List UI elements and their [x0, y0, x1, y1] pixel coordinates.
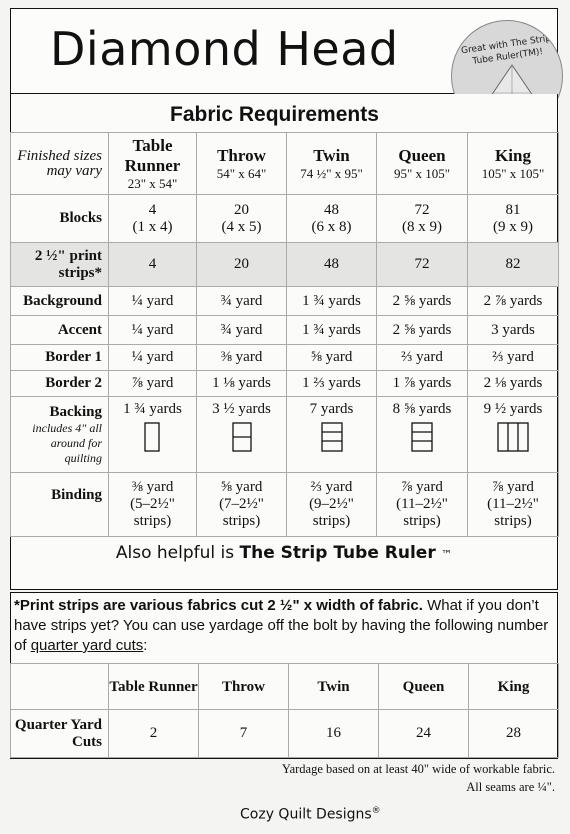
table-cell: [287, 397, 377, 473]
cell-sub: (11–2½": [487, 496, 539, 512]
col-name: Twin: [289, 664, 379, 710]
backing-panel-1-icon: [143, 422, 163, 452]
helpful-prefix: Also helpful is: [115, 543, 240, 563]
table-cell: 1 ⅛ yards: [197, 371, 287, 397]
note-bold: *Print strips are various fabrics cut 2 ½" x width of fabric.: [14, 597, 423, 614]
cell-sub: strips): [133, 513, 172, 529]
quarter-yard-cuts-table: [10, 663, 559, 758]
cell-value: 1 ¾ yards: [123, 401, 182, 417]
row-label: Background: [11, 287, 109, 316]
table-cell: [468, 195, 559, 243]
table-cell: ¾ yard: [197, 316, 287, 345]
table-cell: [109, 397, 197, 473]
cell-value: 3 ½ yards: [212, 401, 271, 417]
table-cell: ⅞ yard: [109, 371, 197, 397]
cell-value: 8 ⅝ yards: [392, 401, 452, 417]
table-row: [11, 371, 559, 397]
col-header: [197, 133, 287, 195]
table-cell: ¼ yard: [109, 287, 197, 316]
table-row: [11, 345, 559, 371]
row-label: Border 2: [11, 371, 109, 397]
cell-sub: (8 x 9): [402, 218, 442, 235]
brand-name: Cozy Quilt Designs: [240, 806, 372, 823]
table-cell: 3 yards: [468, 316, 559, 345]
cell-value: 4: [148, 201, 157, 218]
footnote: Yardage based on at least 40" wide of workable fabric.: [281, 762, 555, 776]
row-label: Quarter Yard Cuts: [11, 710, 109, 758]
table-row: [11, 473, 559, 537]
table-cell: ¼ yard: [109, 345, 197, 371]
col-header: [109, 133, 197, 195]
note-text-end: :: [143, 637, 148, 654]
table-cell: [468, 473, 559, 537]
row-label: Backing: [49, 403, 102, 420]
cell-value: ⅞ yard: [492, 479, 534, 495]
cell-value: ⅔ yard: [310, 479, 353, 495]
table-cell: 82: [468, 243, 559, 287]
cell-value: 9 ½ yards: [483, 401, 543, 417]
table-cell: 20: [197, 243, 287, 287]
table-row: [11, 710, 559, 758]
cell-sub: (1 x 4): [132, 218, 173, 235]
col-header: [468, 133, 559, 195]
empty-cell: [11, 664, 109, 710]
backing-note: includes 4" all around for quilting: [32, 420, 102, 465]
table-cell: ¾ yard: [197, 287, 287, 316]
helpful-line: [10, 543, 558, 563]
section-title: Fabric Requirements: [170, 103, 379, 126]
row-label-cell: [11, 397, 109, 473]
finished-sizes-note: Finished sizes may vary: [11, 133, 109, 195]
print-strips-note: [14, 596, 554, 656]
cell-value: 48: [324, 201, 339, 218]
trademark-mark: ™: [441, 548, 453, 561]
table-cell: 72: [377, 243, 468, 287]
col-name: Table Runner: [109, 664, 199, 710]
backing-panel-3h-icon: [409, 422, 435, 452]
registered-mark: ®: [371, 806, 381, 816]
col-size: 23" x 54": [127, 175, 178, 191]
table-cell: 7: [199, 710, 289, 758]
table-cell: ⅝ yard: [287, 345, 377, 371]
table-row: [11, 316, 559, 345]
table-cell: [377, 195, 468, 243]
cell-sub: (9 x 9): [493, 218, 533, 235]
table-cell: 2: [109, 710, 199, 758]
cell-value: ⅜ yard: [131, 479, 174, 495]
table-cell: [197, 473, 287, 537]
col-name: Throw: [217, 145, 266, 165]
cell-sub: (6 x 8): [311, 218, 352, 235]
cell-sub: strips): [312, 513, 351, 529]
table-cell: ⅔ yard: [377, 345, 468, 371]
table-cell: 2 ⅞ yards: [468, 287, 559, 316]
col-name: King: [495, 145, 531, 165]
col-size: 74 ½" x 95": [300, 165, 363, 181]
cell-value: ⅝ yard: [220, 479, 263, 495]
row-label: Blocks: [11, 195, 109, 243]
table-cell: [377, 473, 468, 537]
col-header: [377, 133, 468, 195]
cell-sub: strips): [222, 513, 261, 529]
backing-panel-3h-icon: [319, 422, 345, 452]
table-row: [11, 397, 559, 473]
row-label: Binding: [11, 473, 109, 537]
cell-sub: (7–2½": [219, 496, 264, 512]
cell-sub: (4 x 5): [221, 218, 262, 235]
col-name: Throw: [199, 664, 289, 710]
col-name: Queen: [379, 664, 469, 710]
cell-value: 72: [414, 201, 430, 218]
cell-value: 7 yards: [309, 401, 354, 417]
table-cell: ⅔ yard: [468, 345, 559, 371]
col-name: Queen: [398, 145, 446, 165]
table-cell: 2 ⅝ yards: [377, 287, 468, 316]
row-label: Border 1: [11, 345, 109, 371]
table-cell: 2 ⅛ yards: [468, 371, 559, 397]
table-cell: [197, 397, 287, 473]
helpful-product: The Strip Tube Ruler: [239, 543, 436, 563]
cell-value: ⅞ yard: [401, 479, 443, 495]
table-cell: [197, 195, 287, 243]
row-label: 2 ½" print strips*: [11, 243, 109, 287]
table-header-row: [11, 664, 559, 710]
col-size: 105" x 105": [481, 165, 545, 181]
footnotes: [200, 760, 555, 796]
table-cell: 1 ⅔ yards: [287, 371, 377, 397]
table-cell: 24: [379, 710, 469, 758]
table-cell: 16: [289, 710, 379, 758]
table-cell: 1 ¾ yards: [287, 316, 377, 345]
table-cell: 28: [469, 710, 559, 758]
table-cell: 2 ⅝ yards: [377, 316, 468, 345]
table-cell: ⅜ yard: [197, 345, 287, 371]
table-row: [11, 195, 559, 243]
cell-sub: (5–2½": [130, 496, 175, 512]
table-cell: [377, 397, 468, 473]
footnote: All seams are ¼".: [466, 780, 555, 794]
col-header: [287, 133, 377, 195]
table-cell: 48: [287, 243, 377, 287]
table-row: [11, 287, 559, 316]
note-underlined: quarter yard cuts: [30, 637, 144, 654]
note-text: What if you don’t have strips yet? You can use yardage off the bolt by having the following number of: [14, 597, 549, 654]
cell-sub: (9–2½": [309, 496, 354, 512]
col-size: 95" x 105": [393, 165, 451, 181]
backing-panel-2-icon: [230, 422, 254, 452]
row-label: Accent: [11, 316, 109, 345]
col-name: King: [469, 664, 559, 710]
col-name: Twin: [313, 145, 350, 165]
requirements-table: [10, 132, 559, 537]
cell-value: 81: [505, 201, 521, 218]
cell-sub: strips): [494, 513, 532, 529]
table-header-row: [11, 133, 559, 195]
table-cell: 1 ⅞ yards: [377, 371, 468, 397]
cell-value: 20: [234, 201, 249, 218]
table-cell: [109, 195, 197, 243]
table-cell: [287, 473, 377, 537]
table-cell: [109, 473, 197, 537]
table-cell: [287, 195, 377, 243]
col-name: Table Runner: [124, 135, 181, 175]
table-cell: 4: [109, 243, 197, 287]
table-cell: ¼ yard: [109, 316, 197, 345]
table-cell: 1 ¾ yards: [287, 287, 377, 316]
cell-sub: (11–2½": [396, 496, 448, 512]
table-row: [11, 243, 559, 287]
badge-text: Great with The Strip Tube Ruler(TM)!: [460, 33, 552, 67]
table-cell: [468, 397, 559, 473]
brand-logo: [240, 806, 381, 823]
backing-panel-3v-icon: [495, 422, 531, 452]
col-size: 54" x 64": [216, 165, 267, 181]
cell-sub: strips): [403, 513, 441, 529]
page-title: Diamond Head: [50, 22, 399, 76]
